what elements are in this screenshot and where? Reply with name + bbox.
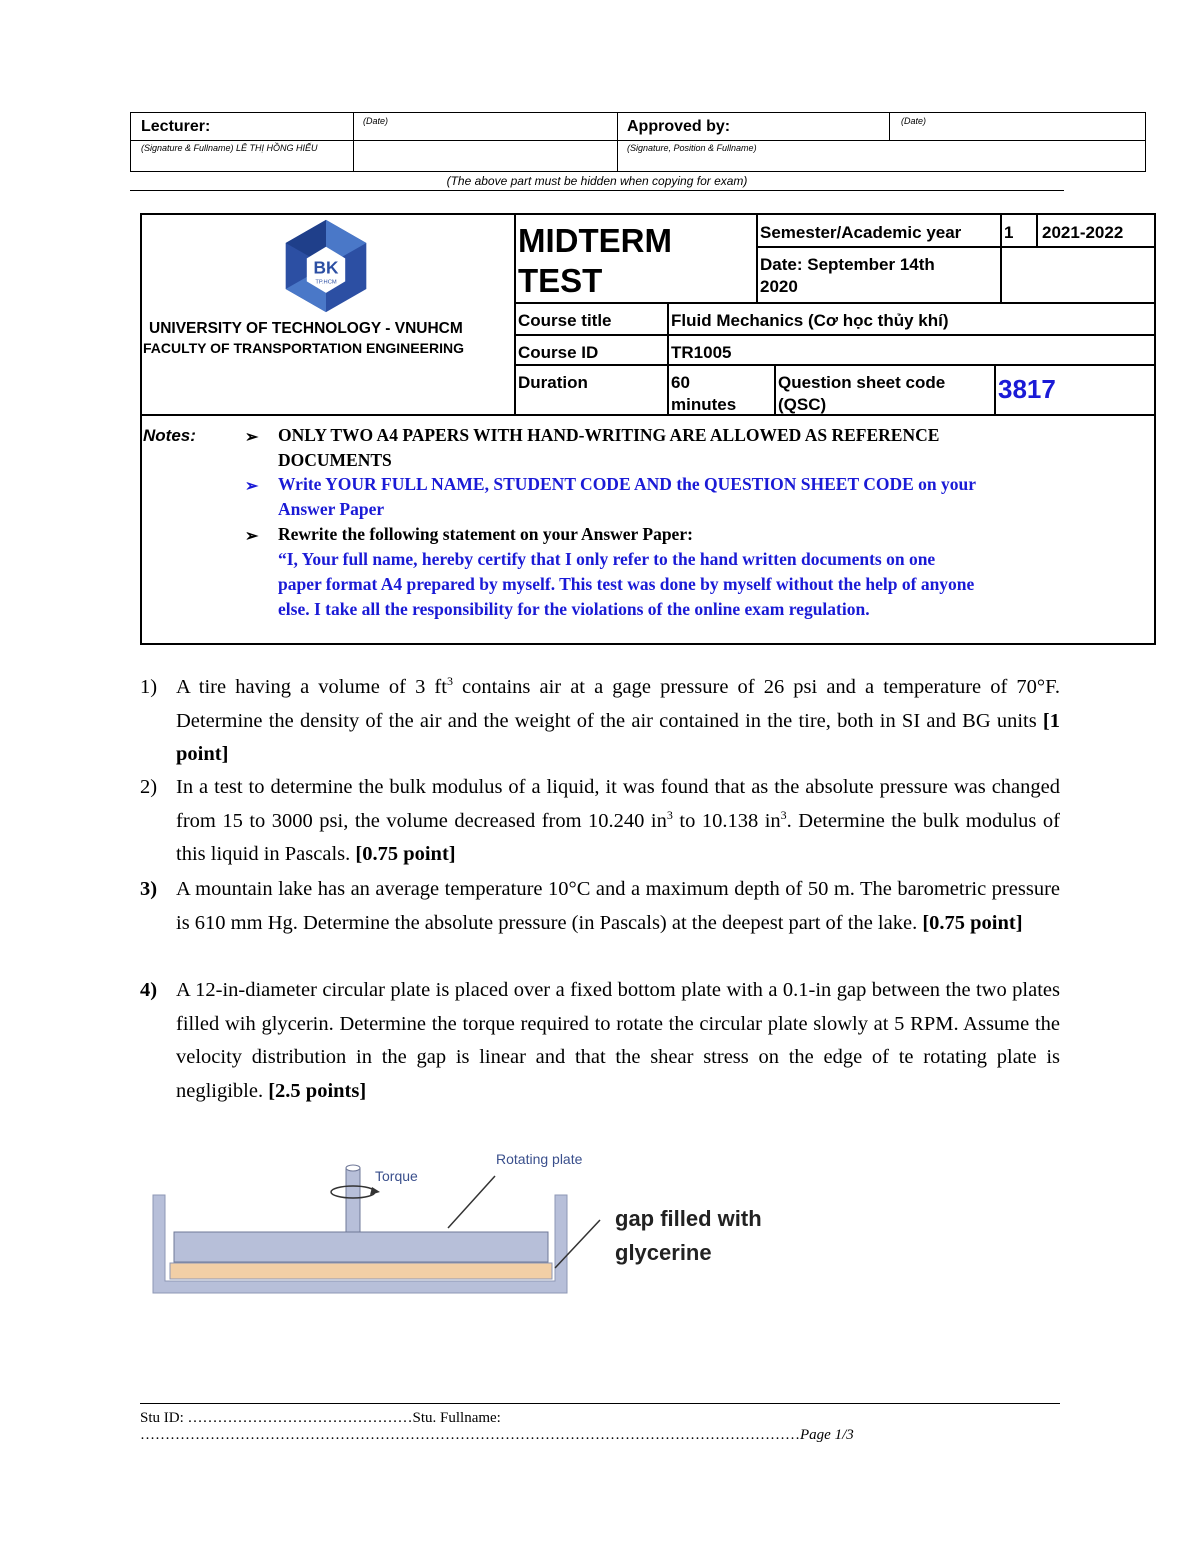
exam-title-line2: TEST (518, 262, 603, 299)
question-number: 4) (140, 979, 158, 1001)
note-2-line2: Answer Paper (278, 499, 385, 519)
question-text: A 12-in-diameter circular plate is placed over a fixed bottom plate with a 0.1-in gap between the two plates filled wih glycerin. Determine the torque required to rotate the circular plate slowly at 5 RPM. Assume the velocity distribution in the gap is linear and that the shear stress on the edge of te rotating plate is negligible. (176, 979, 1060, 1102)
superscript: 3 (666, 807, 673, 822)
logo-text: BK (313, 257, 339, 278)
course-title-value: Fluid Mechanics (Cơ học thủy khí) (671, 311, 949, 330)
rotating-plate-diagram (150, 1140, 800, 1300)
note-3-line1: Rewrite the following statement on your Answer Paper: (278, 524, 693, 544)
question-1 (140, 671, 1060, 772)
question-points: [0.75 point] (355, 843, 456, 865)
question-text: A mountain lake has an average temperature 10°C and a maximum depth of 50 m. The barometric pressure is 610 mm Hg. Determine the absolute pressure (in Pascals) at the deepest part of the lake. (176, 878, 1060, 934)
question-text: contains air at a gage pressure of 26 psi and a temperature of 70°F. Determine the density of the air and the weight of the air contained in the tire, both in SI and BG units (176, 676, 1060, 732)
superscript: 3 (780, 807, 787, 822)
divider (131, 140, 1145, 141)
note-2-line1: Write YOUR FULL NAME, STUDENT CODE AND the QUESTION SHEET CODE on your (278, 474, 976, 494)
divider (514, 364, 1156, 366)
faculty-name: FACULTY OF TRANSPORTATION ENGINEERING (143, 340, 464, 356)
lecturer-label: Lecturer: (141, 118, 211, 135)
shaft (346, 1168, 360, 1232)
gap-label-line2: glycerine (615, 1240, 712, 1265)
question-text: A tire having a volume of 3 ft (176, 676, 447, 698)
qsc-label-abbr: (QSC) (778, 395, 827, 414)
torque-label: Torque (375, 1168, 418, 1184)
hidden-note: (The above part must be hidden when copying for exam) (130, 174, 1064, 191)
question-4 (140, 974, 1060, 1108)
divider (889, 113, 890, 140)
question-text: In a test to determine the bulk modulus of a liquid, it was found that as the absolute pressure was changed from 15 to 3000 psi, the volume decreased from 10.240 in (176, 776, 1060, 832)
divider (353, 113, 354, 171)
question-number: 1) (140, 676, 158, 698)
note-3-line3: paper format A4 prepared by myself. This test was done by myself without the help of anyone (278, 574, 975, 594)
divider (617, 113, 618, 171)
semester-value: 1 (1004, 223, 1014, 242)
question-points: [2.5 points] (268, 1079, 367, 1102)
student-name-field: Stu. Fullname: …………………………………………………………………………………………………………………… (140, 1410, 800, 1443)
page-number: Page 1/3 (800, 1427, 854, 1443)
note-3-line2: “I, Your full name, hereby certify that I only refer to the hand written documents on one (278, 549, 936, 569)
university-name: UNIVERSITY OF TECHNOLOGY - VNUHCM (149, 320, 463, 337)
note-1-line1: ONLY TWO A4 PAPERS WITH HAND-WRITING ARE ALLOWED AS REFERENCE (278, 425, 940, 445)
academic-year: 2021-2022 (1042, 223, 1124, 242)
divider (756, 246, 1156, 248)
divider (667, 303, 669, 415)
shaft-top (346, 1165, 360, 1171)
arrow-bullet-icon: ➢ (245, 478, 259, 495)
duration-label: Duration (518, 373, 588, 392)
question-number: 2) (140, 776, 158, 798)
rotating-plate (174, 1232, 548, 1262)
question-3 (140, 873, 1060, 940)
arrow-bullet-icon: ➢ (245, 528, 259, 545)
note-3-line4: else. I take all the responsibility for the violations of the online exam regulation. (278, 599, 870, 619)
exam-date-line2: 2020 (760, 277, 798, 296)
duration-unit: minutes (671, 395, 737, 414)
approved-by-label: Approved by: (627, 118, 731, 135)
question-text: . Determine the bulk modulus of this liquid in Pascals. (176, 809, 1060, 865)
superscript: 3 (446, 674, 453, 689)
approval-box (130, 112, 1146, 172)
divider (994, 365, 996, 415)
footer-rule (140, 1403, 1060, 1404)
semester-label: Semester/Academic year (760, 223, 962, 242)
notes-label: Notes: (143, 426, 196, 445)
divider (756, 213, 758, 303)
divider (514, 213, 516, 415)
student-id-field: Stu ID: ……………………………………… (140, 1410, 413, 1426)
university-logo (278, 218, 374, 314)
question-2 (140, 771, 1060, 872)
rotating-plate-label: Rotating plate (496, 1151, 583, 1167)
divider (774, 365, 776, 415)
course-id-value: TR1005 (671, 343, 732, 362)
exam-title-line1: MIDTERM (518, 222, 672, 259)
logo-subtext: TP.HCM (315, 279, 337, 286)
lecturer-signature: (Signature & Fullname) LÊ THỊ HỒNG HIẾU (141, 143, 318, 153)
divider (514, 302, 1156, 304)
approver-signature: (Signature, Position & Fullname) (627, 143, 757, 153)
footer (140, 1410, 1130, 1444)
question-number: 3) (140, 878, 158, 900)
duration-value: 60 (671, 373, 690, 392)
divider (1036, 213, 1038, 246)
course-title-label: Course title (518, 311, 612, 330)
divider (140, 414, 1156, 416)
gap-label-line1: gap filled with (615, 1206, 762, 1231)
divider (1000, 213, 1002, 303)
qsc-value: 3817 (998, 374, 1056, 404)
course-id-label: Course ID (518, 343, 599, 362)
exam-date-line1: Date: September 14th (760, 255, 935, 274)
question-points: [0.75 point] (922, 911, 1023, 934)
note-1-line2: DOCUMENTS (278, 450, 392, 470)
question-points: [1 point] (176, 709, 1060, 765)
lecturer-date-label: (Date) (363, 116, 389, 126)
approver-date-label: (Date) (901, 116, 927, 126)
leader-line (448, 1176, 495, 1228)
glycerine-gap (170, 1263, 552, 1279)
question-text: to 10.138 in (672, 809, 781, 832)
qsc-label: Question sheet code (778, 373, 946, 392)
arrow-bullet-icon: ➢ (245, 429, 259, 446)
divider (514, 334, 1156, 336)
